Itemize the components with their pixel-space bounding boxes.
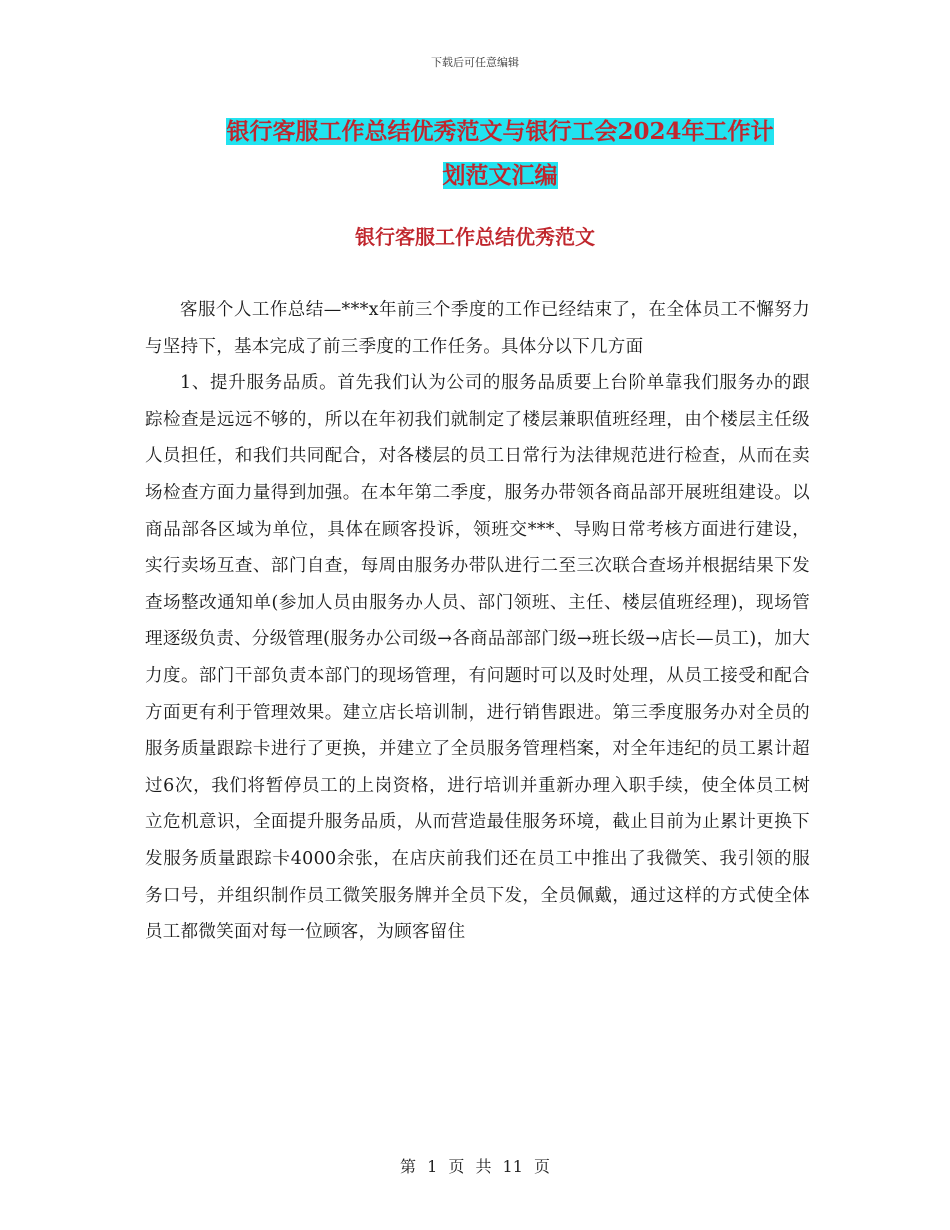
document-title-line2: 划范文汇编: [442, 162, 558, 189]
body-text: [145, 292, 810, 951]
document-title: [140, 110, 860, 198]
header-note: 下载后可任意编辑: [431, 56, 519, 69]
page-footer: 第 1 页 共 11 页: [400, 1157, 550, 1176]
paragraph-service-quality: 1、提升服务品质。首先我们认为公司的服务品质要上台阶单靠我们服务办的跟踪检查是远远不够的，所以在年初我们就制定了楼层兼职值班经理，由个楼层主任级人员担任，和我们共同配合，对各楼层的员工日常行为法律规范进行检查，从而在卖场检查方面力量得到加强。在本年第二季度，服务办带领各商品部开展班组建设。以商品部各区域为单位，具体在顾客投诉，领班交***、导购日常考核方面进行建设，实行卖场互查、部门自查，每周由服务办带队进行二至三次联合查场并根据结果下发查场整改通知单(参加人员由服务办人员、部门领班、主任、楼层值班经理)，现场管理逐级负责、分级管理(服务办公司级→各商品部部门级→班长级→店长—员工)，加大力度。部门干部负责本部门的现场管理，有问题时可以及时处理，从员工接受和配合方面更有利于管理效果。建立店长培训制，进行销售跟进。第三季度服务办对全员的服务质量跟踪卡进行了更换，并建立了全员服务管理档案，对全年违纪的员工累计超过6次，我们将暂停员工的上岗资格，进行培训并重新办理入职手续，使全体员工树立危机意识，全面提升服务品质，从而营造最佳服务环境，截止目前为止累计更换下发服务质量跟踪卡4000余张，在店庆前我们还在员工中推出了我微笑、我引领的服务口号，并组织制作员工微笑服务牌并全员下发，全员佩戴，通过这样的方式使全体员工都微笑面对每一位顾客，为顾客留住: [145, 373, 810, 943]
document-title-line1: 银行客服工作总结优秀范文与银行工会2024年工作计: [226, 118, 774, 145]
paragraph-intro: 客服个人工作总结—***x年前三个季度的工作已经结束了，在全体员工不懈努力与坚持下，基本完成了前三季度的工作任务。具体分以下几方面: [145, 300, 810, 357]
section-title: 银行客服工作总结优秀范文: [355, 225, 595, 249]
